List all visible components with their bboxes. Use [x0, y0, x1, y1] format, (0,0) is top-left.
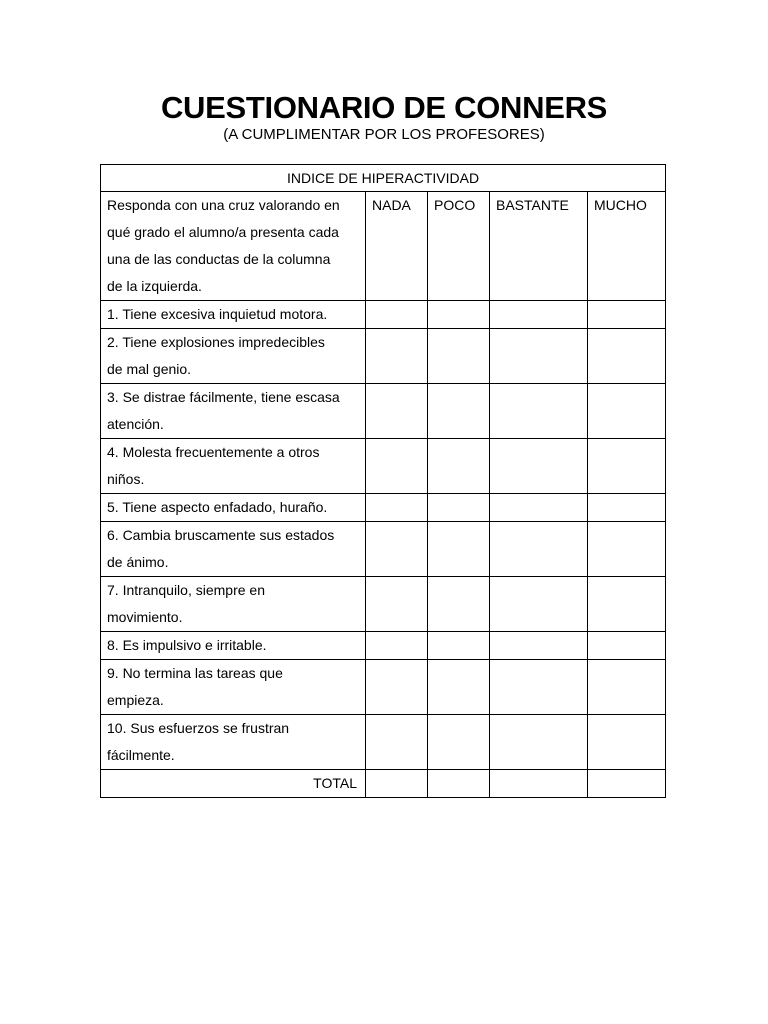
item-line: 10. Sus esfuerzos se frustran: [107, 720, 290, 736]
item-text: [101, 660, 366, 715]
answer-cell-nada[interactable]: [366, 660, 428, 715]
item-line: atención.: [107, 416, 164, 432]
instructions-line: Responda con una cruz valorando en: [107, 197, 340, 213]
answer-cell-mucho[interactable]: [588, 329, 666, 384]
answer-cell-nada[interactable]: [366, 715, 428, 770]
column-header-mucho: MUCHO: [588, 192, 666, 301]
total-cell-mucho[interactable]: [588, 770, 666, 798]
answer-cell-bastante[interactable]: [490, 384, 588, 439]
answer-cell-poco[interactable]: [428, 494, 490, 522]
item-row: [101, 632, 666, 660]
answer-cell-poco[interactable]: [428, 301, 490, 329]
item-line: 5. Tiene aspecto enfadado, huraño.: [107, 499, 328, 515]
section-title: INDICE DE HIPERACTIVIDAD: [101, 165, 666, 192]
answer-cell-nada[interactable]: [366, 301, 428, 329]
total-cell-bastante[interactable]: [490, 770, 588, 798]
instructions-line: una de las conductas de la columna: [107, 251, 331, 267]
item-line: movimiento.: [107, 609, 183, 625]
column-header-nada: NADA: [366, 192, 428, 301]
answer-cell-poco[interactable]: [428, 577, 490, 632]
answer-cell-nada[interactable]: [366, 522, 428, 577]
answer-cell-poco[interactable]: [428, 660, 490, 715]
item-line: 8. Es impulsivo e irritable.: [107, 637, 267, 653]
item-text: [101, 577, 366, 632]
column-header-poco: POCO: [428, 192, 490, 301]
answer-cell-nada[interactable]: [366, 632, 428, 660]
answer-cell-bastante[interactable]: [490, 494, 588, 522]
answer-cell-poco[interactable]: [428, 715, 490, 770]
item-text: [101, 301, 366, 329]
total-label: TOTAL: [101, 770, 366, 798]
item-text: [101, 384, 366, 439]
item-line: 3. Se distrae fácilmente, tiene escasa: [107, 389, 340, 405]
answer-cell-bastante[interactable]: [490, 329, 588, 384]
item-row: [101, 577, 666, 632]
answer-cell-bastante[interactable]: [490, 577, 588, 632]
item-line: fácilmente.: [107, 747, 175, 763]
item-line: de ánimo.: [107, 554, 169, 570]
item-row: [101, 522, 666, 577]
answer-cell-mucho[interactable]: [588, 384, 666, 439]
answer-cell-bastante[interactable]: [490, 660, 588, 715]
document-subtitle: (A CUMPLIMENTAR POR LOS PROFESORES): [223, 126, 545, 143]
item-line: 1. Tiene excesiva inquietud motora.: [107, 306, 328, 322]
hyperactivity-table: [100, 164, 666, 798]
item-row: [101, 715, 666, 770]
answer-cell-poco[interactable]: [428, 384, 490, 439]
item-text: [101, 439, 366, 494]
answer-cell-mucho[interactable]: [588, 522, 666, 577]
section-header-row: [101, 165, 666, 192]
answer-cell-mucho[interactable]: [588, 660, 666, 715]
item-text: [101, 632, 366, 660]
item-line: 4. Molesta frecuentemente a otros: [107, 444, 320, 460]
item-text: [101, 522, 366, 577]
document-title: CUESTIONARIO DE CONNERS: [160, 90, 608, 125]
total-row: [101, 770, 666, 798]
answer-cell-nada[interactable]: [366, 329, 428, 384]
answer-cell-mucho[interactable]: [588, 494, 666, 522]
item-line: de mal genio.: [107, 361, 192, 377]
instructions-cell: [101, 192, 366, 301]
item-row: [101, 439, 666, 494]
item-line: 6. Cambia bruscamente sus estados: [107, 527, 335, 543]
item-row: [101, 660, 666, 715]
answer-cell-mucho[interactable]: [588, 439, 666, 494]
answer-cell-mucho[interactable]: [588, 301, 666, 329]
item-row: [101, 384, 666, 439]
item-text: [101, 494, 366, 522]
answer-cell-nada[interactable]: [366, 384, 428, 439]
answer-cell-bastante[interactable]: [490, 522, 588, 577]
answer-cell-poco[interactable]: [428, 522, 490, 577]
answer-cell-bastante[interactable]: [490, 632, 588, 660]
answer-cell-bastante[interactable]: [490, 715, 588, 770]
item-line: empieza.: [107, 692, 164, 708]
item-line: niños.: [107, 471, 145, 487]
item-line: 7. Intranquilo, siempre en: [107, 582, 265, 598]
instructions-line: de la izquierda.: [107, 278, 202, 294]
column-header-bastante: BASTANTE: [490, 192, 588, 301]
column-header-row: [101, 192, 666, 301]
answer-cell-mucho[interactable]: [588, 632, 666, 660]
answer-cell-poco[interactable]: [428, 329, 490, 384]
total-cell-poco[interactable]: [428, 770, 490, 798]
answer-cell-nada[interactable]: [366, 439, 428, 494]
instructions-line: qué grado el alumno/a presenta cada: [107, 224, 339, 240]
answer-cell-bastante[interactable]: [490, 439, 588, 494]
answer-cell-bastante[interactable]: [490, 301, 588, 329]
answer-cell-mucho[interactable]: [588, 577, 666, 632]
item-text: [101, 329, 366, 384]
item-line: 2. Tiene explosiones impredecibles: [107, 334, 325, 350]
item-line: 9. No termina las tareas que: [107, 665, 283, 681]
total-cell-nada[interactable]: [366, 770, 428, 798]
answer-cell-nada[interactable]: [366, 577, 428, 632]
item-row: [101, 301, 666, 329]
answer-cell-poco[interactable]: [428, 439, 490, 494]
answer-cell-nada[interactable]: [366, 494, 428, 522]
item-row: [101, 329, 666, 384]
item-text: [101, 715, 366, 770]
answer-cell-mucho[interactable]: [588, 715, 666, 770]
item-row: [101, 494, 666, 522]
answer-cell-poco[interactable]: [428, 632, 490, 660]
